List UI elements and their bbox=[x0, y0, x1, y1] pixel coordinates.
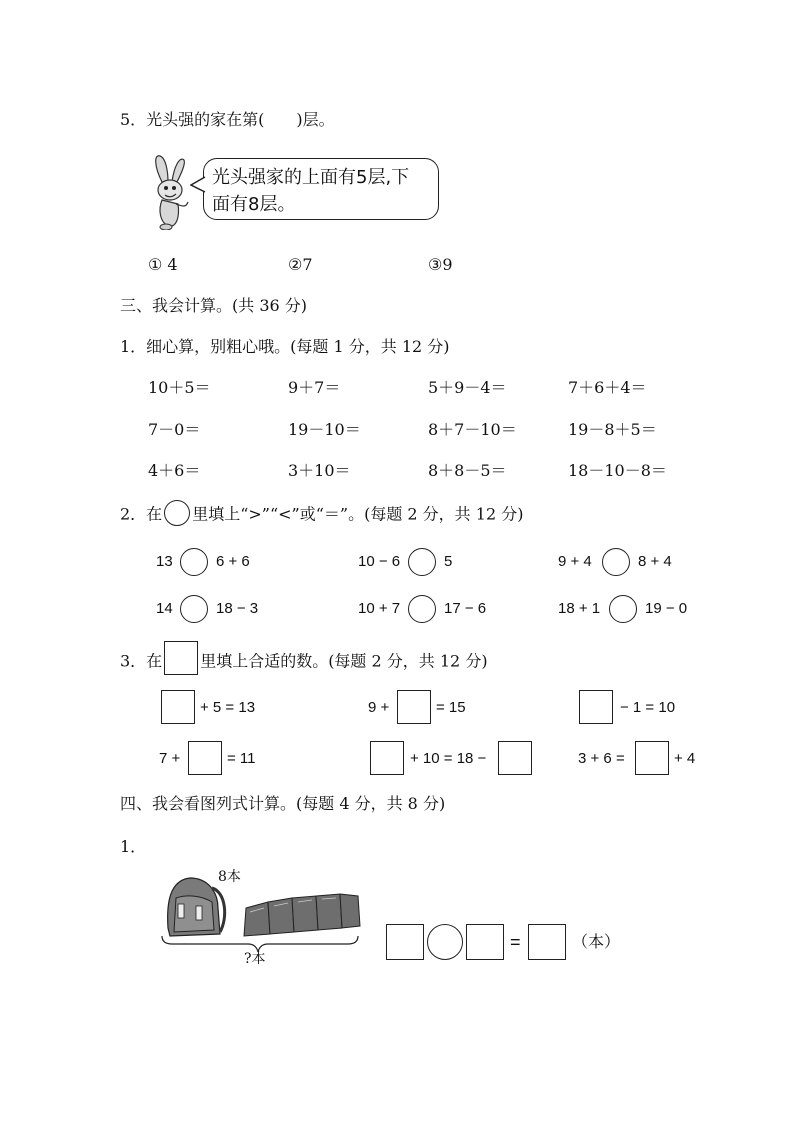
fill-r1-b-pre: 9 + bbox=[368, 699, 390, 716]
q3-title-pre: 3．在 bbox=[120, 651, 163, 671]
fill-r1-c-box[interactable] bbox=[579, 690, 613, 724]
calc-r1-c3: 5＋9－4＝ bbox=[428, 378, 507, 397]
cmp-r1-b-right: 5 bbox=[444, 553, 453, 570]
cmp-r2-b-left: 10 + 7 bbox=[358, 600, 401, 617]
fill-r2-c-pre: 3 + 6 = bbox=[578, 750, 625, 767]
section4-q1-label: 1． bbox=[120, 837, 147, 856]
fill-r2-a-post: = 11 bbox=[227, 750, 256, 767]
calc-r3-c2: 3＋10＝ bbox=[288, 461, 351, 480]
calc-r2-c3: 8＋7－10＝ bbox=[428, 420, 517, 439]
fill-r1-b-box[interactable] bbox=[397, 690, 431, 724]
section3-q1-title: 1．细心算，别粗心哦。(每题 1 分，共 12 分) bbox=[120, 337, 450, 356]
inline-circle-icon bbox=[164, 500, 190, 526]
calc-r2-c1: 7－0＝ bbox=[148, 420, 201, 439]
cmp-r2-c-left: 18 + 1 bbox=[558, 600, 601, 617]
cmp-r2-c-right: 19 − 0 bbox=[645, 600, 688, 617]
bubble-line-2: 面有8层。 bbox=[212, 194, 296, 215]
fill-r2-b-mid: + 10 = 18 − bbox=[410, 750, 487, 767]
cmp-r1-a-right: 6 + 6 bbox=[216, 553, 250, 570]
cmp-r1-b-circle[interactable] bbox=[408, 548, 436, 576]
calc-r1-c2: 9＋7＝ bbox=[288, 378, 341, 397]
cmp-r1-c-right: 8 + 4 bbox=[638, 553, 672, 570]
q5-option-1: ① 4 bbox=[148, 255, 178, 274]
calc-r2-c2: 19－10＝ bbox=[288, 420, 361, 439]
section3-q2-title bbox=[120, 504, 523, 526]
calc-r3-c4: 18－10－8＝ bbox=[568, 461, 667, 480]
fill-r1-a-box[interactable] bbox=[161, 690, 195, 724]
equation-operator-circle[interactable] bbox=[427, 924, 463, 960]
q3-title-post: 里填上合适的数。(每题 2 分，共 12 分) bbox=[200, 651, 488, 671]
calc-r3-c3: 8＋8－5＝ bbox=[428, 461, 507, 480]
equation-box-1[interactable] bbox=[386, 924, 424, 960]
equation-box-2[interactable] bbox=[466, 924, 504, 960]
inline-box-icon bbox=[164, 641, 198, 675]
equation-box-3[interactable] bbox=[528, 924, 566, 960]
cmp-r2-c-circle[interactable] bbox=[609, 595, 637, 623]
equation-unit: （本） bbox=[572, 932, 621, 951]
fill-r2-a-box[interactable] bbox=[188, 741, 222, 775]
cmp-r2-b-right: 17 − 6 bbox=[444, 600, 487, 617]
calc-r2-c4: 19－8＋5＝ bbox=[568, 420, 657, 439]
cmp-r2-a-right: 18 − 3 bbox=[216, 600, 259, 617]
bubble-tail bbox=[190, 176, 206, 194]
cmp-r1-a-left: 13 bbox=[156, 553, 173, 570]
speech-bubble bbox=[203, 158, 439, 220]
books-label: 8本 bbox=[218, 869, 241, 885]
fill-r1-c-text: − 1 = 10 bbox=[620, 699, 676, 716]
calc-r1-c1: 10＋5＝ bbox=[148, 378, 211, 397]
q2-title-post: 里填上“>”“<”或“＝”。(每题 2 分，共 12 分) bbox=[192, 504, 524, 524]
cmp-r1-c-left: 9 + 4 bbox=[558, 553, 592, 570]
cmp-r1-a-circle[interactable] bbox=[180, 548, 208, 576]
calc-r3-c1: 4＋6＝ bbox=[148, 461, 201, 480]
section3-q3-title bbox=[120, 649, 488, 675]
cmp-r2-a-left: 14 bbox=[156, 600, 173, 617]
fill-r2-c-post: + 4 bbox=[674, 750, 696, 767]
cmp-r2-a-circle[interactable] bbox=[180, 595, 208, 623]
fill-r2-b-box2[interactable] bbox=[498, 741, 532, 775]
section4-title: 四、我会看图列式计算。(每题 4 分，共 8 分) bbox=[120, 794, 446, 813]
q2-title-pre: 2．在 bbox=[120, 504, 163, 524]
fill-r2-c-box[interactable] bbox=[635, 741, 669, 775]
q5-option-3: ③9 bbox=[428, 255, 453, 274]
cmp-r2-b-circle[interactable] bbox=[408, 595, 436, 623]
fill-r2-a-pre: 7 + bbox=[159, 750, 181, 767]
calc-r1-c4: 7＋6＋4＝ bbox=[568, 378, 647, 397]
fill-r1-a-text: + 5 = 13 bbox=[200, 699, 256, 716]
fill-r2-b-box1[interactable] bbox=[370, 741, 404, 775]
cmp-r1-b-left: 10 − 6 bbox=[358, 553, 401, 570]
q5-option-2: ②7 bbox=[288, 255, 313, 274]
cmp-r1-c-circle[interactable] bbox=[602, 548, 630, 576]
equation-equals: = bbox=[510, 932, 521, 952]
bubble-line-1: 光头强家的上面有5层,下 bbox=[212, 167, 410, 188]
fill-r1-b-post: = 15 bbox=[436, 699, 466, 716]
q5-prompt: 5．光头强的家在第( )层。 bbox=[120, 110, 335, 129]
section3-title: 三、我会计算。(共 36 分) bbox=[120, 296, 308, 315]
total-label: ?本 bbox=[244, 951, 266, 967]
